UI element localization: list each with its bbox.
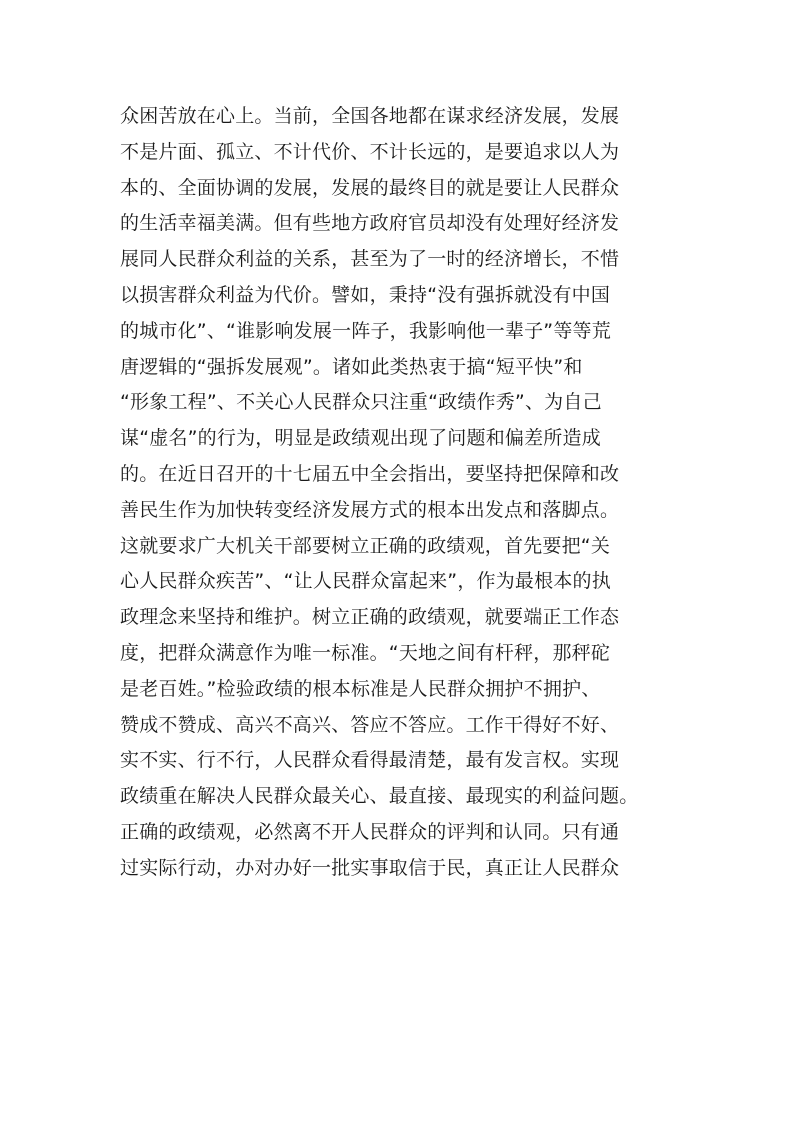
text-line: “形象工程”、不关心人民群众只注重“政绩作秀”、为自己: [120, 391, 602, 414]
text-line: 政绩重在解决人民群众最关心、最直接、最现实的利益问题。: [120, 785, 639, 808]
text-line: 展同人民群众利益的关系，甚至为了一时的经济增长，不惜: [120, 248, 620, 271]
text-line: 赞成不赞成、高兴不高兴、答应不答应。工作干得好不好、: [120, 713, 620, 736]
text-line: 的城市化”、“谁影响发展一阵子，我影响他一辈子”等等荒: [120, 319, 611, 342]
text-line: 政理念来坚持和维护。树立正确的政绩观，就要端正工作态: [120, 606, 620, 629]
text-line: 众困苦放在心上。当前，全国各地都在谋求经济发展，发展: [120, 105, 620, 127]
text-line: 的生活幸福美满。但有些地方政府官员却没有处理好经济发: [120, 212, 620, 235]
text-line: 以损害群众利益为代价。譬如，秉持“没有强拆就没有中国: [120, 283, 611, 306]
text-line: 唐逻辑的“强拆发展观”。诸如此类热衷于搞“短平快”和: [120, 355, 583, 378]
text-line: 过实际行动，办对办好一批实事取信于民，真正让人民群众: [120, 856, 620, 879]
text-line: 是老百姓。”检验政绩的根本标准是人民群众拥护不拥护、: [120, 677, 601, 700]
text-line: 善民生作为加快转变经济发展方式的根本出发点和落脚点。: [120, 498, 620, 521]
text-line: 正确的政绩观，必然离不开人民群众的评判和认同。只有通: [120, 820, 620, 843]
body-text: [120, 99, 680, 887]
text-line: 谋“虚名”的行为，明显是政绩观出现了问题和偏差所造成: [120, 427, 601, 450]
text-line: 这就要求广大机关干部要树立正确的政绩观，首先要把“关: [120, 534, 611, 557]
text-line: 不是片面、孤立、不计代价、不计长远的，是要追求以人为: [120, 140, 620, 163]
text-line: 心人民群众疾苦”、“让人民群众富起来”，作为最根本的执: [120, 570, 611, 593]
text-line: 的。在近日召开的十七届五中全会指出，要坚持把保障和改: [120, 462, 620, 485]
text-line: 度，把群众满意作为唯一标准。“天地之间有杆秤，那秤砣: [120, 641, 611, 664]
text-line: 实不实、行不行，人民群众看得最清楚，最有发言权。实现: [120, 749, 620, 772]
text-line: 本的、全面协调的发展，发展的最终目的就是要让人民群众: [120, 176, 620, 199]
